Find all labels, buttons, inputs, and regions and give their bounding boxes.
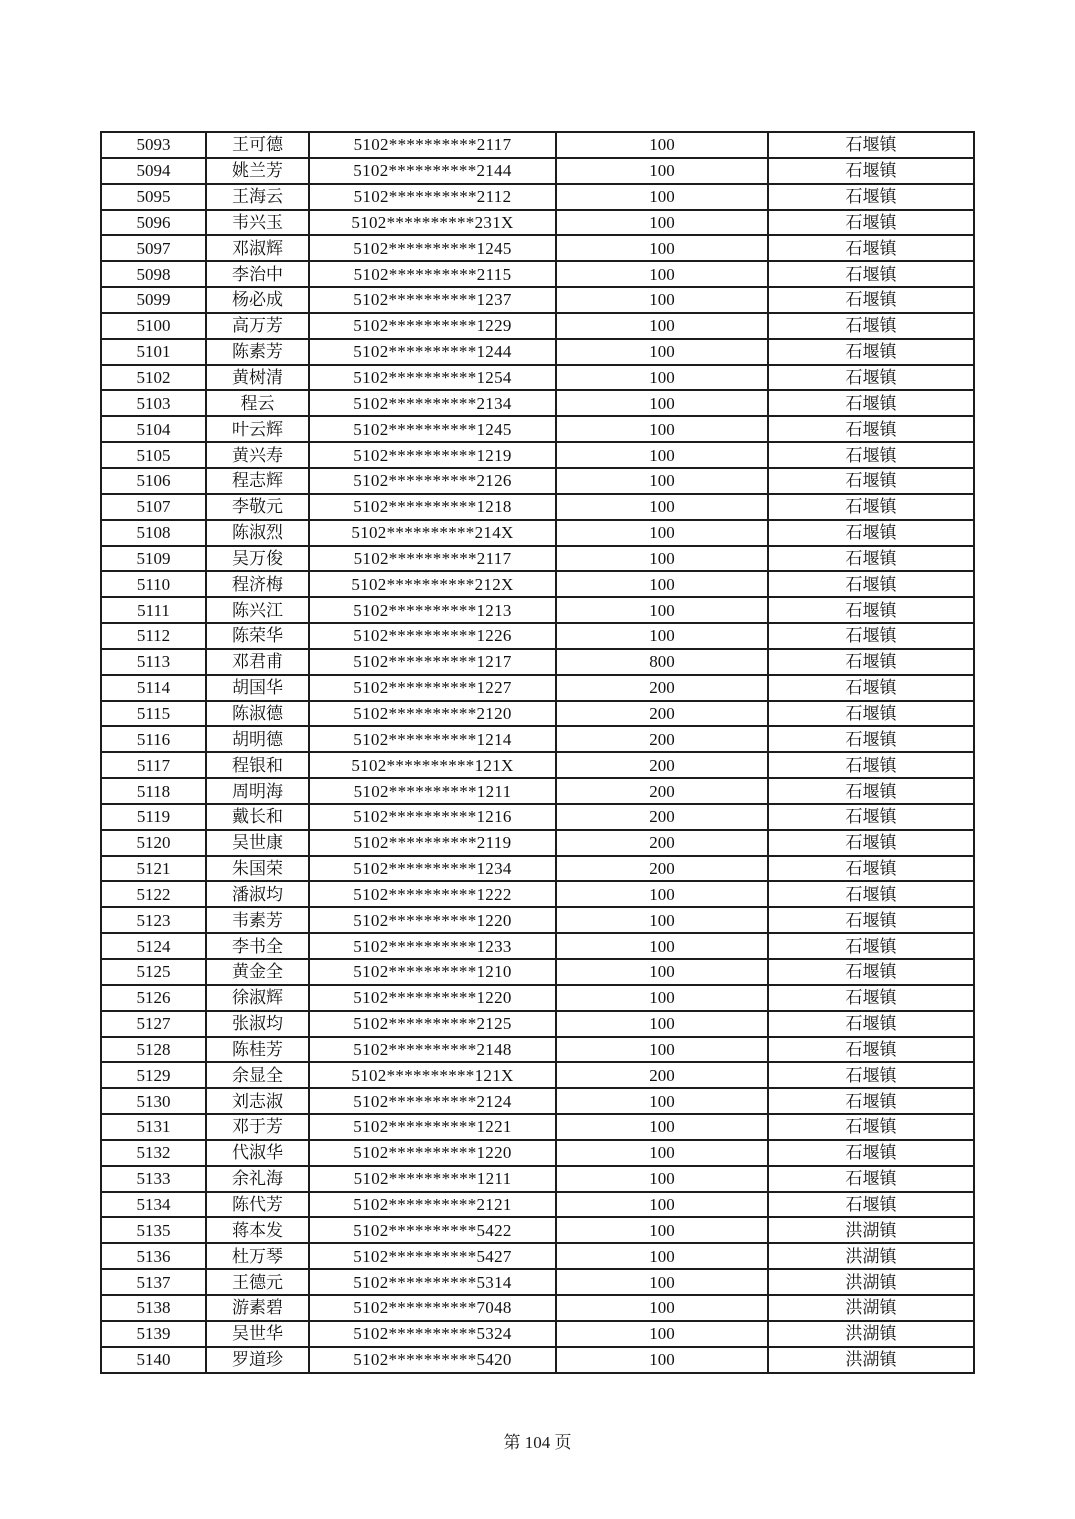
table-row <box>101 1166 974 1192</box>
cell-serial-number: 5107 <box>101 494 206 520</box>
cell-amount: 100 <box>556 1011 768 1037</box>
cell-serial-number: 5140 <box>101 1347 206 1373</box>
cell-name: 高万芳 <box>206 313 309 339</box>
cell-town: 石堰镇 <box>768 210 974 236</box>
cell-serial-number: 5132 <box>101 1140 206 1166</box>
cell-amount: 100 <box>556 132 768 158</box>
table-row <box>101 907 974 933</box>
cell-amount: 100 <box>556 1295 768 1321</box>
cell-name: 徐淑辉 <box>206 985 309 1011</box>
cell-id-number: 5102**********1216 <box>309 804 556 830</box>
cell-id-number: 5102**********2144 <box>309 158 556 184</box>
cell-serial-number: 5131 <box>101 1114 206 1140</box>
table-row <box>101 1321 974 1347</box>
table-row <box>101 287 974 313</box>
cell-serial-number: 5121 <box>101 856 206 882</box>
cell-name: 王德元 <box>206 1269 309 1295</box>
cell-amount: 100 <box>556 1037 768 1063</box>
table-row <box>101 520 974 546</box>
cell-town: 石堰镇 <box>768 752 974 778</box>
cell-name: 胡明德 <box>206 726 309 752</box>
cell-town: 洪湖镇 <box>768 1347 974 1373</box>
cell-town: 石堰镇 <box>768 158 974 184</box>
table-row <box>101 623 974 649</box>
cell-town: 石堰镇 <box>768 881 974 907</box>
cell-id-number: 5102**********5324 <box>309 1321 556 1347</box>
cell-amount: 100 <box>556 623 768 649</box>
cell-town: 石堰镇 <box>768 1114 974 1140</box>
cell-town: 石堰镇 <box>768 597 974 623</box>
cell-id-number: 5102**********5314 <box>309 1269 556 1295</box>
cell-name: 游素碧 <box>206 1295 309 1321</box>
cell-amount: 100 <box>556 933 768 959</box>
cell-amount: 100 <box>556 1347 768 1373</box>
cell-name: 程银和 <box>206 752 309 778</box>
cell-amount: 100 <box>556 546 768 572</box>
cell-id-number: 5102**********1229 <box>309 313 556 339</box>
cell-id-number: 5102**********1211 <box>309 778 556 804</box>
table-row <box>101 804 974 830</box>
records-table <box>100 131 975 1374</box>
cell-amount: 100 <box>556 158 768 184</box>
cell-serial-number: 5117 <box>101 752 206 778</box>
cell-serial-number: 5130 <box>101 1088 206 1114</box>
cell-town: 石堰镇 <box>768 261 974 287</box>
table-row <box>101 1295 974 1321</box>
cell-town: 石堰镇 <box>768 287 974 313</box>
cell-serial-number: 5129 <box>101 1062 206 1088</box>
cell-town: 石堰镇 <box>768 933 974 959</box>
cell-serial-number: 5124 <box>101 933 206 959</box>
cell-serial-number: 5099 <box>101 287 206 313</box>
cell-amount: 100 <box>556 1166 768 1192</box>
table-row <box>101 1088 974 1114</box>
cell-town: 石堰镇 <box>768 1192 974 1218</box>
cell-id-number: 5102**********2117 <box>309 546 556 572</box>
cell-serial-number: 5128 <box>101 1037 206 1063</box>
table-row <box>101 701 974 727</box>
cell-town: 石堰镇 <box>768 907 974 933</box>
cell-id-number: 5102**********1214 <box>309 726 556 752</box>
cell-town: 石堰镇 <box>768 1140 974 1166</box>
cell-serial-number: 5100 <box>101 313 206 339</box>
cell-id-number: 5102**********1254 <box>309 365 556 391</box>
cell-town: 石堰镇 <box>768 494 974 520</box>
cell-id-number: 5102**********1221 <box>309 1114 556 1140</box>
cell-town: 石堰镇 <box>768 546 974 572</box>
cell-name: 朱国荣 <box>206 856 309 882</box>
cell-id-number: 5102**********1237 <box>309 287 556 313</box>
cell-serial-number: 5111 <box>101 597 206 623</box>
cell-amount: 100 <box>556 390 768 416</box>
cell-serial-number: 5106 <box>101 468 206 494</box>
cell-serial-number: 5113 <box>101 649 206 675</box>
cell-amount: 200 <box>556 701 768 727</box>
cell-serial-number: 5119 <box>101 804 206 830</box>
cell-name: 王可德 <box>206 132 309 158</box>
cell-amount: 100 <box>556 985 768 1011</box>
cell-id-number: 5102**********1233 <box>309 933 556 959</box>
cell-town: 石堰镇 <box>768 442 974 468</box>
cell-id-number: 5102**********2120 <box>309 701 556 727</box>
cell-amount: 200 <box>556 856 768 882</box>
cell-serial-number: 5110 <box>101 571 206 597</box>
cell-town: 石堰镇 <box>768 726 974 752</box>
cell-amount: 100 <box>556 416 768 442</box>
cell-id-number: 5102**********5422 <box>309 1217 556 1243</box>
cell-id-number: 5102**********2126 <box>309 468 556 494</box>
cell-serial-number: 5133 <box>101 1166 206 1192</box>
cell-town: 石堰镇 <box>768 390 974 416</box>
cell-name: 姚兰芳 <box>206 158 309 184</box>
cell-id-number: 5102**********121X <box>309 1062 556 1088</box>
cell-amount: 100 <box>556 468 768 494</box>
cell-town: 石堰镇 <box>768 959 974 985</box>
cell-serial-number: 5139 <box>101 1321 206 1347</box>
cell-town: 石堰镇 <box>768 1088 974 1114</box>
cell-name: 程济梅 <box>206 571 309 597</box>
table-row <box>101 1269 974 1295</box>
cell-name: 邓淑辉 <box>206 235 309 261</box>
cell-amount: 200 <box>556 1062 768 1088</box>
cell-name: 戴长和 <box>206 804 309 830</box>
cell-serial-number: 5116 <box>101 726 206 752</box>
cell-name: 韦兴玉 <box>206 210 309 236</box>
table-row <box>101 1011 974 1037</box>
cell-amount: 100 <box>556 881 768 907</box>
cell-name: 吴万俊 <box>206 546 309 572</box>
cell-serial-number: 5103 <box>101 390 206 416</box>
cell-town: 石堰镇 <box>768 1037 974 1063</box>
cell-amount: 100 <box>556 1321 768 1347</box>
cell-name: 蒋本发 <box>206 1217 309 1243</box>
cell-name: 李敬元 <box>206 494 309 520</box>
cell-id-number: 5102**********212X <box>309 571 556 597</box>
cell-amount: 200 <box>556 804 768 830</box>
table-row <box>101 494 974 520</box>
cell-name: 陈素芳 <box>206 339 309 365</box>
cell-amount: 100 <box>556 184 768 210</box>
cell-id-number: 5102**********1220 <box>309 907 556 933</box>
cell-name: 吴世华 <box>206 1321 309 1347</box>
cell-amount: 100 <box>556 1114 768 1140</box>
cell-name: 王海云 <box>206 184 309 210</box>
cell-amount: 200 <box>556 778 768 804</box>
cell-id-number: 5102**********2112 <box>309 184 556 210</box>
cell-id-number: 5102**********1227 <box>309 675 556 701</box>
table-row <box>101 649 974 675</box>
cell-serial-number: 5138 <box>101 1295 206 1321</box>
cell-town: 石堰镇 <box>768 468 974 494</box>
cell-amount: 200 <box>556 830 768 856</box>
cell-name: 陈淑德 <box>206 701 309 727</box>
cell-serial-number: 5095 <box>101 184 206 210</box>
cell-serial-number: 5112 <box>101 623 206 649</box>
cell-id-number: 5102**********1220 <box>309 1140 556 1166</box>
cell-town: 石堰镇 <box>768 675 974 701</box>
cell-amount: 200 <box>556 752 768 778</box>
table-row <box>101 778 974 804</box>
table-row <box>101 675 974 701</box>
table-row <box>101 881 974 907</box>
table-row <box>101 1037 974 1063</box>
cell-amount: 200 <box>556 726 768 752</box>
cell-name: 黄金全 <box>206 959 309 985</box>
cell-name: 杜万琴 <box>206 1243 309 1269</box>
table-row <box>101 933 974 959</box>
cell-name: 陈淑烈 <box>206 520 309 546</box>
cell-town: 石堰镇 <box>768 416 974 442</box>
cell-town: 石堰镇 <box>768 830 974 856</box>
table-row <box>101 132 974 158</box>
cell-town: 石堰镇 <box>768 804 974 830</box>
cell-id-number: 5102**********1234 <box>309 856 556 882</box>
table-row <box>101 235 974 261</box>
cell-id-number: 5102**********2125 <box>309 1011 556 1037</box>
cell-town: 石堰镇 <box>768 132 974 158</box>
table-row <box>101 158 974 184</box>
cell-serial-number: 5104 <box>101 416 206 442</box>
cell-name: 陈兴江 <box>206 597 309 623</box>
cell-town: 石堰镇 <box>768 1166 974 1192</box>
cell-name: 张淑均 <box>206 1011 309 1037</box>
cell-amount: 100 <box>556 907 768 933</box>
cell-amount: 100 <box>556 365 768 391</box>
table-row <box>101 210 974 236</box>
cell-town: 石堰镇 <box>768 1011 974 1037</box>
cell-id-number: 5102**********231X <box>309 210 556 236</box>
cell-amount: 100 <box>556 494 768 520</box>
cell-town: 石堰镇 <box>768 571 974 597</box>
cell-id-number: 5102**********1244 <box>309 339 556 365</box>
cell-name: 黄兴寿 <box>206 442 309 468</box>
cell-serial-number: 5134 <box>101 1192 206 1218</box>
table-row <box>101 365 974 391</box>
cell-town: 石堰镇 <box>768 365 974 391</box>
cell-name: 程云 <box>206 390 309 416</box>
cell-town: 洪湖镇 <box>768 1243 974 1269</box>
cell-town: 石堰镇 <box>768 701 974 727</box>
table-row <box>101 830 974 856</box>
cell-town: 石堰镇 <box>768 339 974 365</box>
cell-town: 石堰镇 <box>768 520 974 546</box>
cell-serial-number: 5114 <box>101 675 206 701</box>
table-row <box>101 985 974 1011</box>
cell-id-number: 5102**********2119 <box>309 830 556 856</box>
cell-serial-number: 5126 <box>101 985 206 1011</box>
cell-amount: 100 <box>556 1269 768 1295</box>
cell-name: 周明海 <box>206 778 309 804</box>
cell-serial-number: 5102 <box>101 365 206 391</box>
cell-name: 叶云辉 <box>206 416 309 442</box>
table-row <box>101 1114 974 1140</box>
table-row <box>101 390 974 416</box>
cell-serial-number: 5135 <box>101 1217 206 1243</box>
table-row <box>101 959 974 985</box>
cell-id-number: 5102**********1218 <box>309 494 556 520</box>
cell-id-number: 5102**********1222 <box>309 881 556 907</box>
cell-name: 杨必成 <box>206 287 309 313</box>
cell-serial-number: 5137 <box>101 1269 206 1295</box>
cell-amount: 800 <box>556 649 768 675</box>
cell-serial-number: 5105 <box>101 442 206 468</box>
page-number-label: 第 104 页 <box>503 1433 572 1452</box>
cell-name: 程志辉 <box>206 468 309 494</box>
table-row <box>101 1217 974 1243</box>
cell-id-number: 5102**********1220 <box>309 985 556 1011</box>
cell-id-number: 5102**********2124 <box>309 1088 556 1114</box>
cell-id-number: 5102**********2117 <box>309 132 556 158</box>
cell-name: 吴世康 <box>206 830 309 856</box>
cell-amount: 100 <box>556 339 768 365</box>
cell-amount: 100 <box>556 1140 768 1166</box>
cell-amount: 100 <box>556 1088 768 1114</box>
cell-id-number: 5102**********2134 <box>309 390 556 416</box>
cell-name: 罗道珍 <box>206 1347 309 1373</box>
cell-amount: 200 <box>556 675 768 701</box>
table-row <box>101 1192 974 1218</box>
cell-name: 陈荣华 <box>206 623 309 649</box>
cell-amount: 100 <box>556 520 768 546</box>
cell-town: 石堰镇 <box>768 1062 974 1088</box>
cell-name: 胡国华 <box>206 675 309 701</box>
cell-id-number: 5102**********1245 <box>309 416 556 442</box>
cell-name: 代淑华 <box>206 1140 309 1166</box>
table-row <box>101 726 974 752</box>
table-row <box>101 856 974 882</box>
cell-serial-number: 5101 <box>101 339 206 365</box>
cell-town: 洪湖镇 <box>768 1269 974 1295</box>
cell-serial-number: 5093 <box>101 132 206 158</box>
cell-id-number: 5102**********1226 <box>309 623 556 649</box>
cell-town: 石堰镇 <box>768 778 974 804</box>
cell-town: 洪湖镇 <box>768 1217 974 1243</box>
table-row <box>101 339 974 365</box>
cell-amount: 100 <box>556 959 768 985</box>
cell-serial-number: 5115 <box>101 701 206 727</box>
cell-name: 邓君甫 <box>206 649 309 675</box>
cell-name: 邓于芳 <box>206 1114 309 1140</box>
cell-serial-number: 5108 <box>101 520 206 546</box>
cell-id-number: 5102**********7048 <box>309 1295 556 1321</box>
cell-id-number: 5102**********1245 <box>309 235 556 261</box>
page-footer <box>0 1428 1075 1453</box>
cell-id-number: 5102**********1213 <box>309 597 556 623</box>
cell-serial-number: 5096 <box>101 210 206 236</box>
table-row <box>101 1062 974 1088</box>
cell-serial-number: 5127 <box>101 1011 206 1037</box>
cell-town: 石堰镇 <box>768 856 974 882</box>
table-row <box>101 546 974 572</box>
cell-amount: 100 <box>556 571 768 597</box>
cell-serial-number: 5094 <box>101 158 206 184</box>
cell-id-number: 5102**********2115 <box>309 261 556 287</box>
cell-town: 石堰镇 <box>768 184 974 210</box>
cell-town: 石堰镇 <box>768 623 974 649</box>
cell-id-number: 5102**********2148 <box>309 1037 556 1063</box>
cell-serial-number: 5118 <box>101 778 206 804</box>
table-row <box>101 261 974 287</box>
cell-amount: 100 <box>556 313 768 339</box>
table-row <box>101 597 974 623</box>
table-row <box>101 416 974 442</box>
cell-serial-number: 5123 <box>101 907 206 933</box>
cell-name: 韦素芳 <box>206 907 309 933</box>
table-row <box>101 1140 974 1166</box>
table-row <box>101 184 974 210</box>
cell-amount: 100 <box>556 442 768 468</box>
cell-serial-number: 5136 <box>101 1243 206 1269</box>
cell-name: 李治中 <box>206 261 309 287</box>
cell-town: 石堰镇 <box>768 985 974 1011</box>
cell-name: 陈桂芳 <box>206 1037 309 1063</box>
table-row <box>101 313 974 339</box>
cell-amount: 100 <box>556 597 768 623</box>
cell-amount: 100 <box>556 261 768 287</box>
cell-name: 陈代芳 <box>206 1192 309 1218</box>
table-row <box>101 468 974 494</box>
cell-town: 洪湖镇 <box>768 1321 974 1347</box>
cell-amount: 100 <box>556 1192 768 1218</box>
cell-name: 潘淑均 <box>206 881 309 907</box>
cell-serial-number: 5125 <box>101 959 206 985</box>
cell-id-number: 5102**********5427 <box>309 1243 556 1269</box>
cell-serial-number: 5097 <box>101 235 206 261</box>
cell-amount: 100 <box>556 210 768 236</box>
table-row <box>101 1347 974 1373</box>
cell-id-number: 5102**********1219 <box>309 442 556 468</box>
cell-amount: 100 <box>556 287 768 313</box>
cell-serial-number: 5120 <box>101 830 206 856</box>
cell-amount: 100 <box>556 235 768 261</box>
cell-name: 余礼海 <box>206 1166 309 1192</box>
cell-town: 石堰镇 <box>768 313 974 339</box>
cell-id-number: 5102**********5420 <box>309 1347 556 1373</box>
cell-id-number: 5102**********1210 <box>309 959 556 985</box>
cell-name: 余显全 <box>206 1062 309 1088</box>
table-row <box>101 1243 974 1269</box>
cell-id-number: 5102**********121X <box>309 752 556 778</box>
cell-amount: 100 <box>556 1243 768 1269</box>
cell-name: 黄树清 <box>206 365 309 391</box>
cell-serial-number: 5109 <box>101 546 206 572</box>
cell-town: 石堰镇 <box>768 235 974 261</box>
records-table-body <box>101 132 974 1373</box>
cell-town: 洪湖镇 <box>768 1295 974 1321</box>
cell-id-number: 5102**********2121 <box>309 1192 556 1218</box>
cell-amount: 100 <box>556 1217 768 1243</box>
cell-name: 李书全 <box>206 933 309 959</box>
cell-serial-number: 5098 <box>101 261 206 287</box>
cell-town: 石堰镇 <box>768 649 974 675</box>
cell-id-number: 5102**********1217 <box>309 649 556 675</box>
cell-name: 刘志淑 <box>206 1088 309 1114</box>
table-row <box>101 442 974 468</box>
cell-serial-number: 5122 <box>101 881 206 907</box>
table-row <box>101 571 974 597</box>
table-row <box>101 752 974 778</box>
cell-id-number: 5102**********1211 <box>309 1166 556 1192</box>
cell-id-number: 5102**********214X <box>309 520 556 546</box>
